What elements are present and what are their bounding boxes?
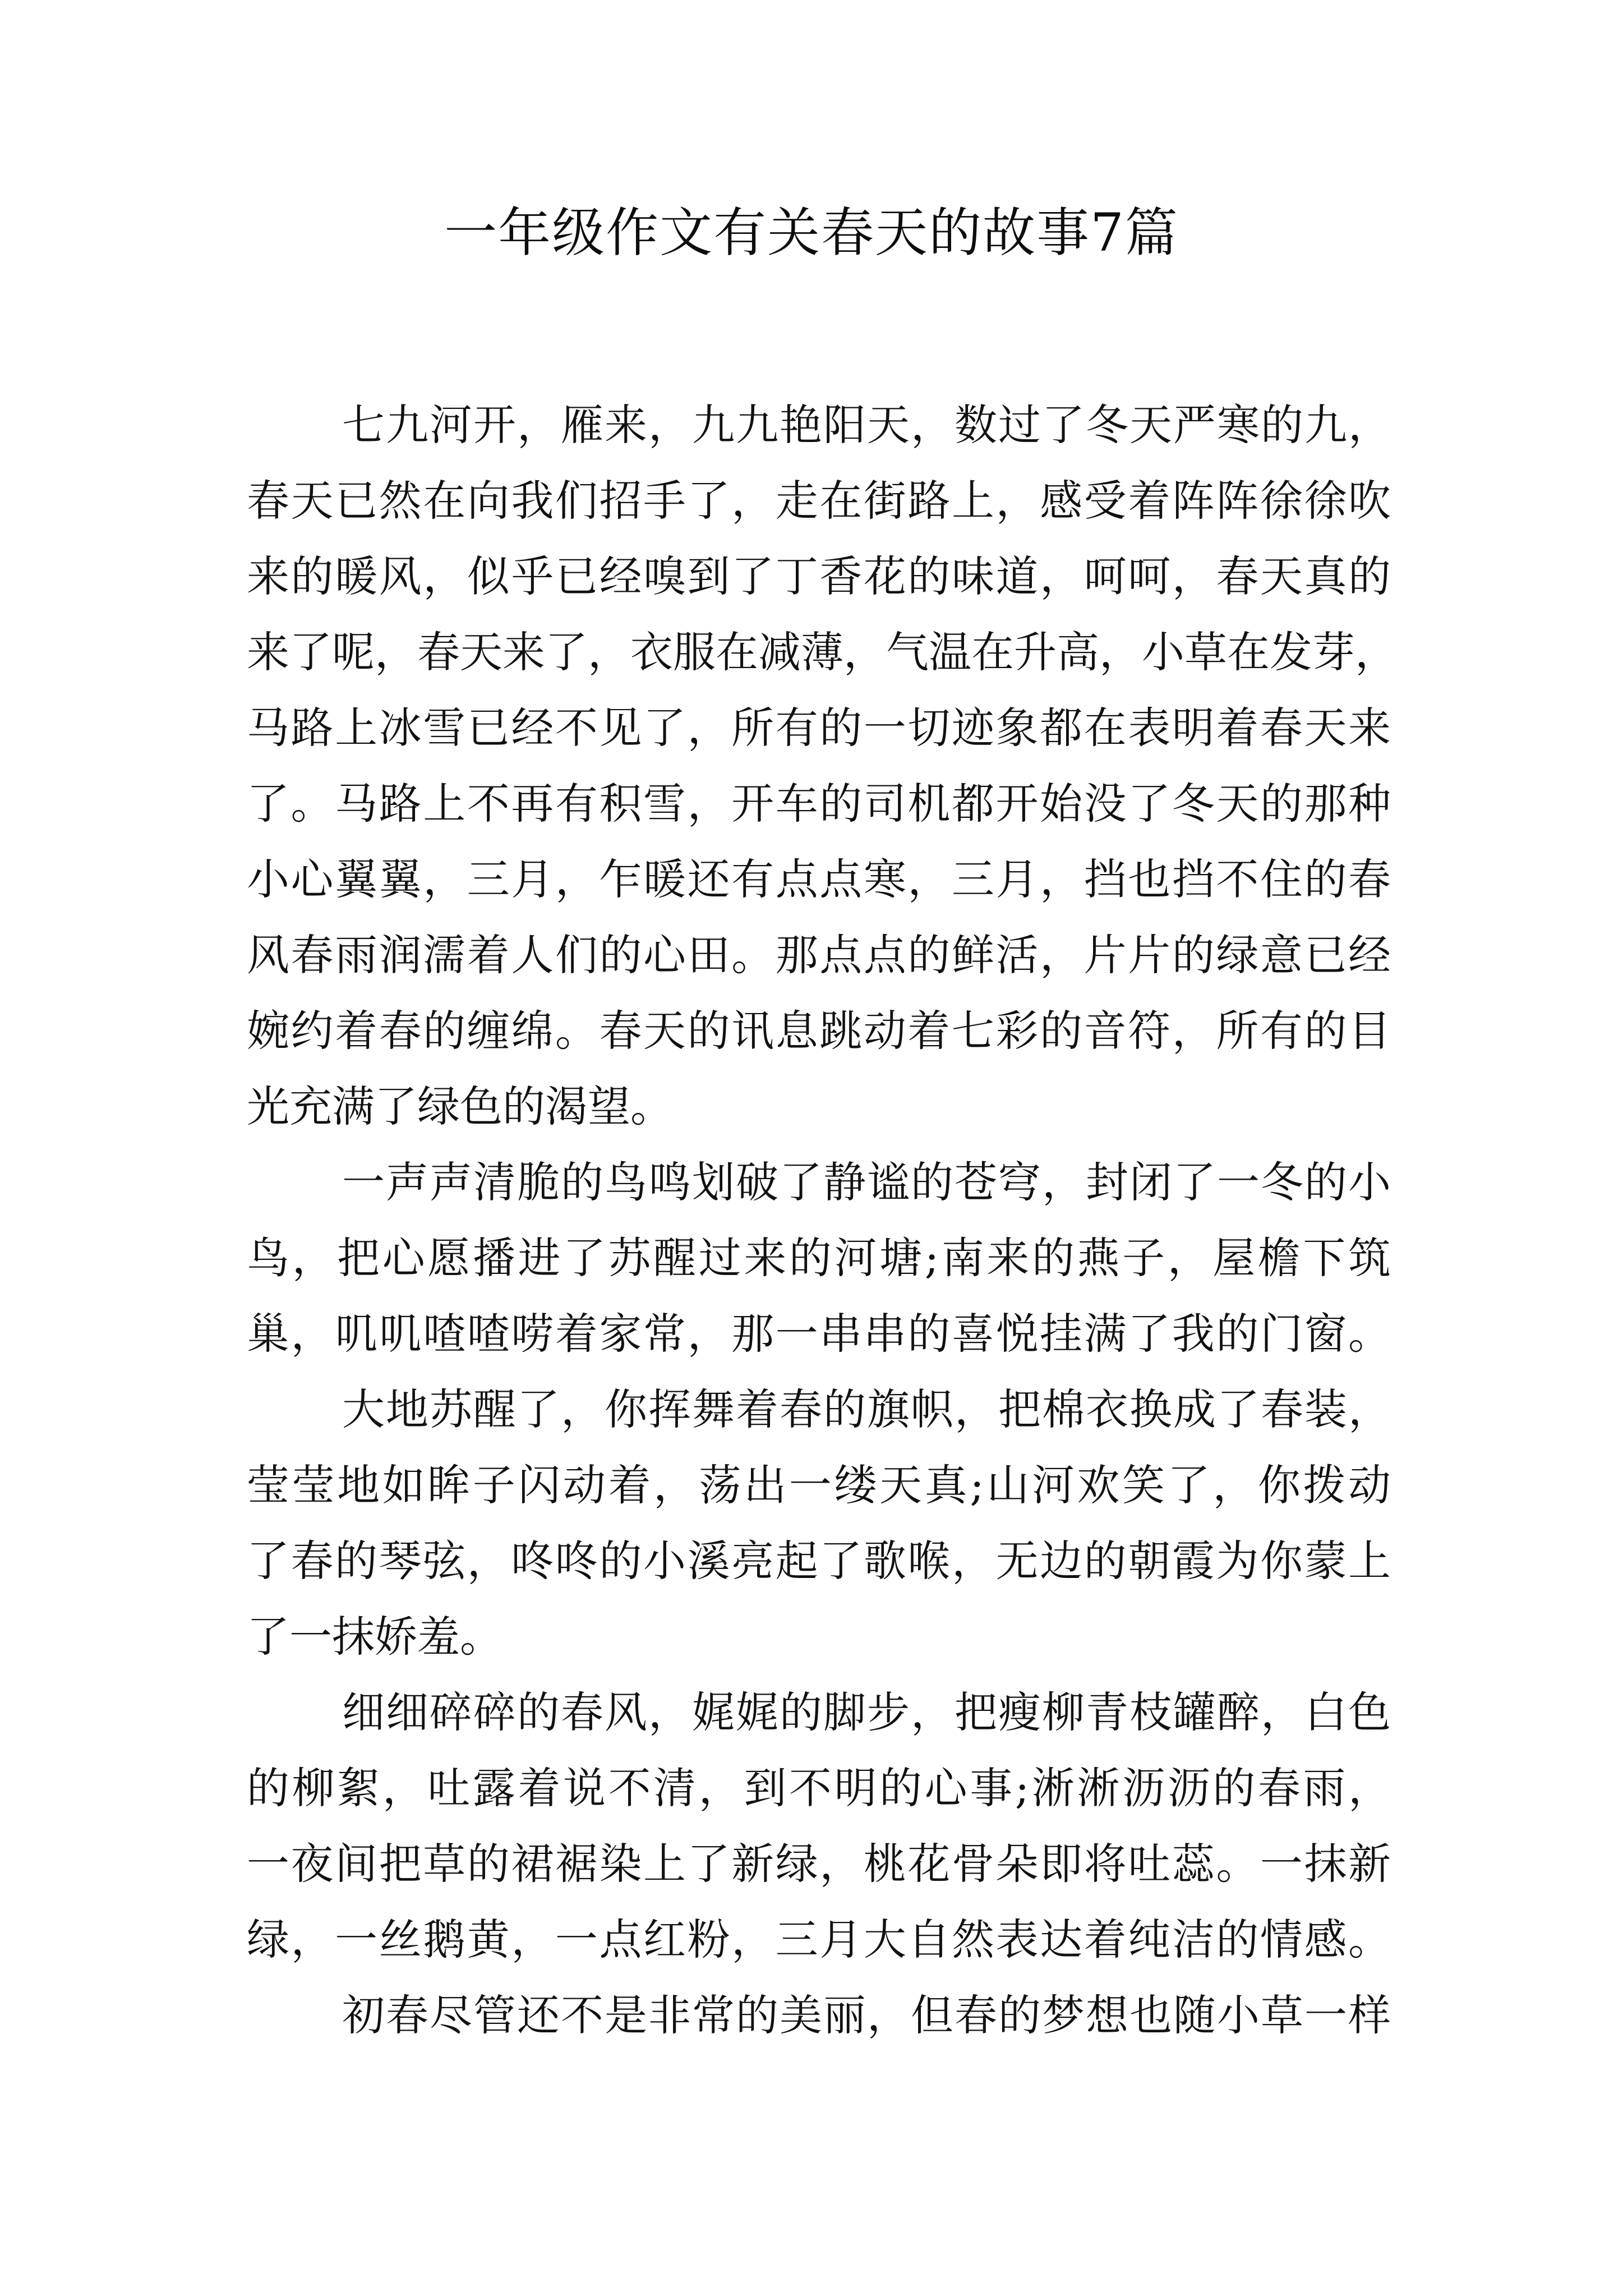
paragraph-4-line-3: 一夜间把草的裙裾染上了新绿，桃花骨朵即将吐蕊。一抹新 — [247, 1839, 1391, 1889]
paragraph-1-line-5: 马路上冰雪已经不见了，所有的一切迹象都在表明着春天来 — [247, 703, 1391, 753]
paragraph-4-line-1: 细细碎碎的春风，娓娓的脚步，把瘦柳青枝罐醉，白色 — [342, 1687, 1391, 1737]
paragraph-1-line-6: 了。马路上不再有积雪，开车的司机都开始没了冬天的那种 — [247, 779, 1391, 829]
paragraph-2-line-3: 巢，叽叽喳喳唠着家常，那一串串的喜悦挂满了我的门窗。 — [247, 1309, 1391, 1359]
paragraph-1-line-2: 春天已然在向我们招手了，走在街路上，感受着阵阵徐徐吹 — [247, 476, 1391, 526]
paragraph-4-line-4: 绿，一丝鹅黄，一点红粉，三月大自然表达着纯洁的情感。 — [247, 1915, 1391, 1964]
paragraph-4-line-2: 的柳絮，吐露着说不清，到不明的心事;淅淅沥沥的春雨， — [247, 1763, 1391, 1813]
paragraph-1-line-8: 风春雨润濡着人们的心田。那点点的鲜活，片片的绿意已经 — [247, 930, 1391, 980]
paragraph-1-line-3: 来的暖风，似乎已经嗅到了丁香花的味道，呵呵，春天真的 — [247, 551, 1391, 601]
document-body — [247, 387, 1398, 2053]
paragraph-3-line-4: 了一抹娇羞。 — [247, 1612, 502, 1662]
document-title: 一年级作文有关春天的故事7篇 — [444, 203, 1179, 264]
paragraph-2-line-2: 鸟，把心愿播进了苏醒过来的河塘;南来的燕子，屋檐下筑 — [247, 1233, 1391, 1283]
paragraph-3-line-2: 莹莹地如眸子闪动着，荡出一缕天真;山河欢笑了，你拨动 — [247, 1460, 1391, 1510]
paragraph-5-line-1: 初春尽管还不是非常的美丽，但春的梦想也随小草一样 — [342, 1990, 1391, 2040]
paragraph-1-line-7: 小心翼翼，三月，乍暖还有点点寒，三月，挡也挡不住的春 — [247, 854, 1391, 904]
paragraph-3-line-3: 了春的琴弦，咚咚的小溪亮起了歌喉，无边的朝霞为你蒙上 — [247, 1536, 1391, 1586]
paragraph-1-line-1: 七九河开，雁来，九九艳阳天，数过了冬天严寒的九， — [342, 400, 1391, 450]
paragraph-3-line-1: 大地苏醒了，你挥舞着春的旗帜，把棉衣换成了春装， — [342, 1384, 1391, 1434]
paragraph-1-line-10: 光充满了绿色的渴望。 — [247, 1082, 673, 1131]
paragraph-2-line-1: 一声声清脆的鸟鸣划破了静谧的苍穹，封闭了一冬的小 — [342, 1157, 1391, 1207]
paragraph-1-line-9: 婉约着春的缠绵。春天的讯息跳动着七彩的音符，所有的目 — [247, 1006, 1391, 1056]
paragraph-1-line-4: 来了呢，春天来了，衣服在减薄，气温在升高，小草在发芽， — [247, 627, 1398, 677]
